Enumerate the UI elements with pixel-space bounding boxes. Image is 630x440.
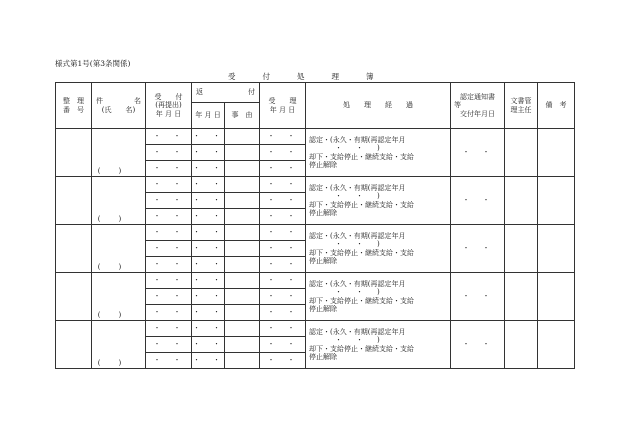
cell-uketsuke-date[interactable]: ・ ・ (146, 177, 192, 193)
cell-juri-date[interactable]: ・ ・ (260, 129, 306, 145)
cell-uketsuke-date[interactable]: ・ ・ (146, 273, 192, 289)
header-seiri-bango: 整 理 番 号 (56, 83, 92, 129)
cell-henpu-date[interactable]: ・ ・ (192, 129, 225, 145)
header-bunsho-kanri: 文書管 理主任 (505, 83, 538, 129)
cell-henpu-reason[interactable] (225, 129, 260, 145)
cell-henpu-date[interactable]: ・ ・ (192, 177, 225, 193)
cell-henpu-date[interactable]: ・ ・ (192, 321, 225, 337)
cell-henpu-date[interactable]: ・ ・ (192, 273, 225, 289)
name-parentheses: () (97, 310, 140, 319)
cell-uketsuke-date[interactable]: ・ ・ (146, 193, 192, 209)
cell-juri-date[interactable]: ・ ・ (260, 161, 306, 177)
cell-juri-date[interactable]: ・ ・ (260, 337, 306, 353)
cell-shori-keika[interactable]: 認定・(永久・有期(再認定年月 ・ ・ ) 却下・支給停止・継続支給・支給 停止解除 (306, 321, 451, 369)
cell-henpu-date[interactable]: ・ ・ (192, 289, 225, 305)
cell-uketsuke-date[interactable]: ・ ・ (146, 337, 192, 353)
cell-uketsuke-date[interactable]: ・ ・ (146, 321, 192, 337)
cell-henpu-reason[interactable] (225, 273, 260, 289)
cell-uketsuke-date[interactable]: ・ ・ (146, 161, 192, 177)
cell-uketsuke-date[interactable]: ・ ・ (146, 145, 192, 161)
cell-henpu-date[interactable]: ・ ・ (192, 225, 225, 241)
title-char: 簿 (366, 72, 374, 81)
cell-biko[interactable] (538, 321, 575, 369)
cell-henpu-reason[interactable] (225, 353, 260, 369)
cell-juri-date[interactable]: ・ ・ (260, 145, 306, 161)
header-henpu-date: 年 月 日 (192, 103, 225, 129)
cell-juri-date[interactable]: ・ ・ (260, 193, 306, 209)
header-kenmei: 件 名 (氏 名) (92, 83, 146, 129)
header-juri: 受 理 年 月 日 (260, 83, 306, 129)
cell-kenmei[interactable] (92, 225, 146, 273)
cell-juri-date[interactable]: ・ ・ (260, 209, 306, 225)
cell-bunsho-kanri[interactable] (505, 177, 538, 225)
cell-juri-date[interactable]: ・ ・ (260, 305, 306, 321)
cell-biko[interactable] (538, 129, 575, 177)
cell-biko[interactable] (538, 273, 575, 321)
cell-uketsuke-date[interactable]: ・ ・ (146, 353, 192, 369)
cell-juri-date[interactable]: ・ ・ (260, 353, 306, 369)
cell-kofu-date[interactable]: ・ ・ (451, 177, 505, 225)
cell-uketsuke-date[interactable]: ・ ・ (146, 225, 192, 241)
cell-bunsho-kanri[interactable] (505, 273, 538, 321)
cell-henpu-date[interactable]: ・ ・ (192, 209, 225, 225)
cell-henpu-reason[interactable] (225, 225, 260, 241)
form-label: 様式第1号(第3条関係) (55, 59, 131, 68)
ledger-row (56, 177, 575, 193)
cell-henpu-reason[interactable] (225, 177, 260, 193)
cell-juri-date[interactable]: ・ ・ (260, 241, 306, 257)
cell-juri-date[interactable]: ・ ・ (260, 177, 306, 193)
ledger-row (56, 225, 575, 241)
header-henpu-reason: 事 由 (225, 103, 260, 129)
name-parentheses: () (97, 166, 140, 175)
cell-juri-date[interactable]: ・ ・ (260, 273, 306, 289)
cell-henpu-reason[interactable] (225, 161, 260, 177)
cell-henpu-reason[interactable] (225, 257, 260, 273)
cell-henpu-date[interactable]: ・ ・ (192, 241, 225, 257)
cell-henpu-reason[interactable] (225, 241, 260, 257)
ledger-title (228, 71, 374, 82)
cell-uketsuke-date[interactable]: ・ ・ (146, 305, 192, 321)
cell-henpu-reason[interactable] (225, 145, 260, 161)
cell-bunsho-kanri[interactable] (505, 321, 538, 369)
cell-henpu-date[interactable]: ・ ・ (192, 337, 225, 353)
cell-henpu-date[interactable]: ・ ・ (192, 257, 225, 273)
cell-kenmei[interactable] (92, 273, 146, 321)
cell-henpu-reason[interactable] (225, 209, 260, 225)
name-parentheses: () (97, 262, 140, 271)
cell-kofu-date[interactable]: ・ ・ (451, 273, 505, 321)
header-henpu: 返 付 (192, 83, 260, 103)
cell-seiri-bango[interactable] (56, 321, 92, 369)
cell-uketsuke-date[interactable]: ・ ・ (146, 289, 192, 305)
title-char: 受 (228, 72, 236, 81)
cell-henpu-date[interactable]: ・ ・ (192, 145, 225, 161)
title-char: 理 (331, 72, 339, 81)
cell-bunsho-kanri[interactable] (505, 129, 538, 177)
cell-juri-date[interactable]: ・ ・ (260, 289, 306, 305)
cell-henpu-date[interactable]: ・ ・ (192, 193, 225, 209)
cell-henpu-date[interactable]: ・ ・ (192, 161, 225, 177)
cell-henpu-reason[interactable] (225, 289, 260, 305)
cell-juri-date[interactable]: ・ ・ (260, 257, 306, 273)
ledger-row (56, 321, 575, 337)
cell-shori-keika[interactable]: 認定・(永久・有期(再認定年月 ・ ・ ) 却下・支給停止・継続支給・支給 停止解除 (306, 177, 451, 225)
reception-ledger-table (55, 82, 575, 369)
cell-henpu-date[interactable]: ・ ・ (192, 353, 225, 369)
cell-biko[interactable] (538, 225, 575, 273)
cell-seiri-bango[interactable] (56, 129, 92, 177)
cell-shori-keika[interactable]: 認定・(永久・有期(再認定年月 ・ ・ ) 却下・支給停止・継続支給・支給 停止解除 (306, 273, 451, 321)
cell-kofu-date[interactable]: ・ ・ (451, 129, 505, 177)
cell-kenmei[interactable] (92, 177, 146, 225)
title-char: 処 (297, 72, 305, 81)
cell-seiri-bango[interactable] (56, 177, 92, 225)
header-biko: 備 考 (538, 83, 575, 129)
cell-henpu-reason[interactable] (225, 193, 260, 209)
name-parentheses: () (97, 358, 140, 367)
cell-juri-date[interactable]: ・ ・ (260, 225, 306, 241)
cell-henpu-reason[interactable] (225, 305, 260, 321)
cell-kofu-date[interactable]: ・ ・ (451, 225, 505, 273)
header-nintei-tsuchisho: 認定通知書 等 交付年月日 (451, 83, 505, 129)
cell-shori-keika[interactable]: 認定・(永久・有期(再認定年月 ・ ・ ) 却下・支給停止・継続支給・支給 停止解除 (306, 225, 451, 273)
cell-uketsuke-date[interactable]: ・ ・ (146, 257, 192, 273)
name-parentheses: () (97, 214, 140, 223)
cell-henpu-reason[interactable] (225, 321, 260, 337)
cell-uketsuke-date[interactable]: ・ ・ (146, 129, 192, 145)
cell-uketsuke-date[interactable]: ・ ・ (146, 209, 192, 225)
cell-henpu-date[interactable]: ・ ・ (192, 305, 225, 321)
cell-kofu-date[interactable]: ・ ・ (451, 321, 505, 369)
title-char: 付 (262, 72, 270, 81)
ledger-row (56, 273, 575, 289)
cell-seiri-bango[interactable] (56, 273, 92, 321)
cell-kenmei[interactable] (92, 129, 146, 177)
cell-kenmei[interactable] (92, 321, 146, 369)
header-shori-keika: 処 理 経 過 (306, 83, 451, 129)
cell-biko[interactable] (538, 177, 575, 225)
cell-henpu-reason[interactable] (225, 337, 260, 353)
cell-bunsho-kanri[interactable] (505, 225, 538, 273)
cell-juri-date[interactable]: ・ ・ (260, 321, 306, 337)
ledger-row (56, 129, 575, 145)
cell-uketsuke-date[interactable]: ・ ・ (146, 241, 192, 257)
header-uketsuke: 受 付 (再提出) 年 月 日 (146, 83, 192, 129)
cell-seiri-bango[interactable] (56, 225, 92, 273)
cell-shori-keika[interactable]: 認定・(永久・有期(再認定年月 ・ ・ ) 却下・支給停止・継続支給・支給 停止解除 (306, 129, 451, 177)
